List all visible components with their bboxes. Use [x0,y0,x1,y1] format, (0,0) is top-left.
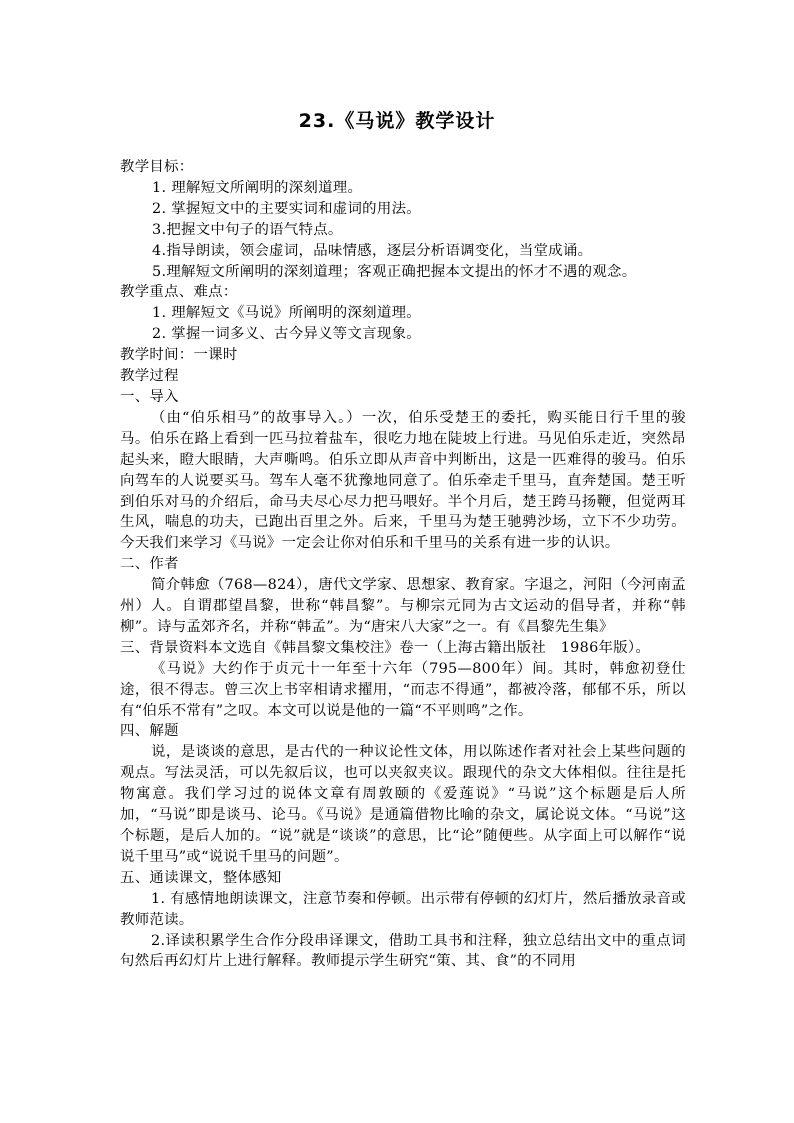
reading-item: 1. 有感情地朗读课文，注意节奏和停顿。出示带有停顿的幻灯片，然后播放录音或教师范读。 [120,890,686,928]
objective-item: 1. 理解短文所阐明的深刻道理。 [152,179,363,196]
objective-item: 4.指导朗读，领会虚词，品味情感，逐层分析语调变化，当堂成诵。 [152,242,593,259]
section-text-background: 《马说》大约作于贞元十一年至十六年（795—800年）间。其时，韩愈初登仕途，很不得志。曾三次上书宰相请求擢用，“而志不得通”，都被冷落，郁郁不乐，所以有“伯乐不常有”之叹。本文可以说是他的一篇“不平则鸣”之作。 [120,660,686,719]
section-heading-title-analysis: 四、解题 [120,723,179,740]
section-text-title-analysis: 说，是谈谈的意思，是古代的一种议论性文体，用以陈述作者对社会上某些问题的观点。写法灵活，可以先叙后议，也可以夹叙夹议。跟现代的杂文大体相似。往往是托物寓意。我们学习过的说体文章有周敦颐的《爱莲说》“马说”这个标题是后人所加，“马说”即是谈马、论马。《马说》是通篇借物比喻的杂文，属论说文体。“马说”这个标题，是后人加的。“说”就是“谈谈”的意思，比“论”随便些。从字面上可以解作“说说千里马”或“说说千里马的问题”。 [120,744,686,865]
section-heading-background: 三、背景资料本文选自《韩昌黎文集校注》卷一（上海古籍出版社 1986年版）。 [120,639,651,656]
reading-item: 2.译读积累学生合作分段串译课文，借助工具书和注释，独立总结出文中的重点词句然后再幻灯片上进行解释。教师提示学生研究“策、其、食”的不同用 [120,932,686,970]
section-heading-author: 二、作者 [120,556,179,573]
objectives-heading: 教学目标： [120,159,194,175]
section-text-author: 简介韩愈（768—824），唐代文学家、思想家、教育家。字退之，河阳（今河南孟州）人。自谓郡望昌黎，世称“韩昌黎”。与柳宗元同为古文运动的倡导者，并称“韩柳”。诗与孟郊齐名，并称“韩孟”。为“唐宋八大家”之一。有《昌黎先生集》 [120,577,686,635]
objective-item: 5.理解短文所阐明的深刻道理；客观正确把握本文提出的怀才不遇的观念。 [152,263,637,280]
objective-item: 2. 掌握短文中的主要实词和虚词的用法。 [152,200,421,217]
document-title: 23.《马说》教学设计 [298,110,496,132]
key-points-heading: 教学重点、难点： [120,284,238,301]
section-text-intro: （由“伯乐相马”的故事导入。）一次，伯乐受楚王的委托，购买能日行千里的骏马。伯乐在路上看到一匹马拉着盐车，很吃力地在陡坡上行进。马见伯乐走近，突然昂起头来，瞪大眼睛，大声嘶鸣。伯乐立即从声音中判断出，这是一匹难得的骏马。伯乐向驾车的人说要买马。驾车人毫不犹豫地同意了。伯乐牵走千里马，直奔楚国。楚王听到伯乐对马的介绍后，命马夫尽心尽力把马喂好。半个月后，楚王跨马扬鞭，但觉两耳生风，喘息的功夫，已跑出百里之外。后来，千里马为楚王驰骋沙场，立下不少功劳。今天我们来学习《马说》一定会让你对伯乐和千里马的关系有进一步的认识。 [120,409,686,552]
section-heading-intro: 一、导入 [120,388,179,405]
document-body [120,157,686,972]
section-heading-reading: 五、通读课文，整体感知 [120,869,282,886]
key-point-item: 2. 掌握一词多义、古今异义等文言现象。 [152,326,421,343]
key-point-item: 1. 理解短文《马说》所阐明的深刻道理。 [152,305,421,322]
objective-item: 3.把握文中句子的语气特点。 [152,221,343,238]
teaching-time: 教学时间：一课时 [120,347,238,364]
process-heading: 教学过程 [120,368,179,385]
